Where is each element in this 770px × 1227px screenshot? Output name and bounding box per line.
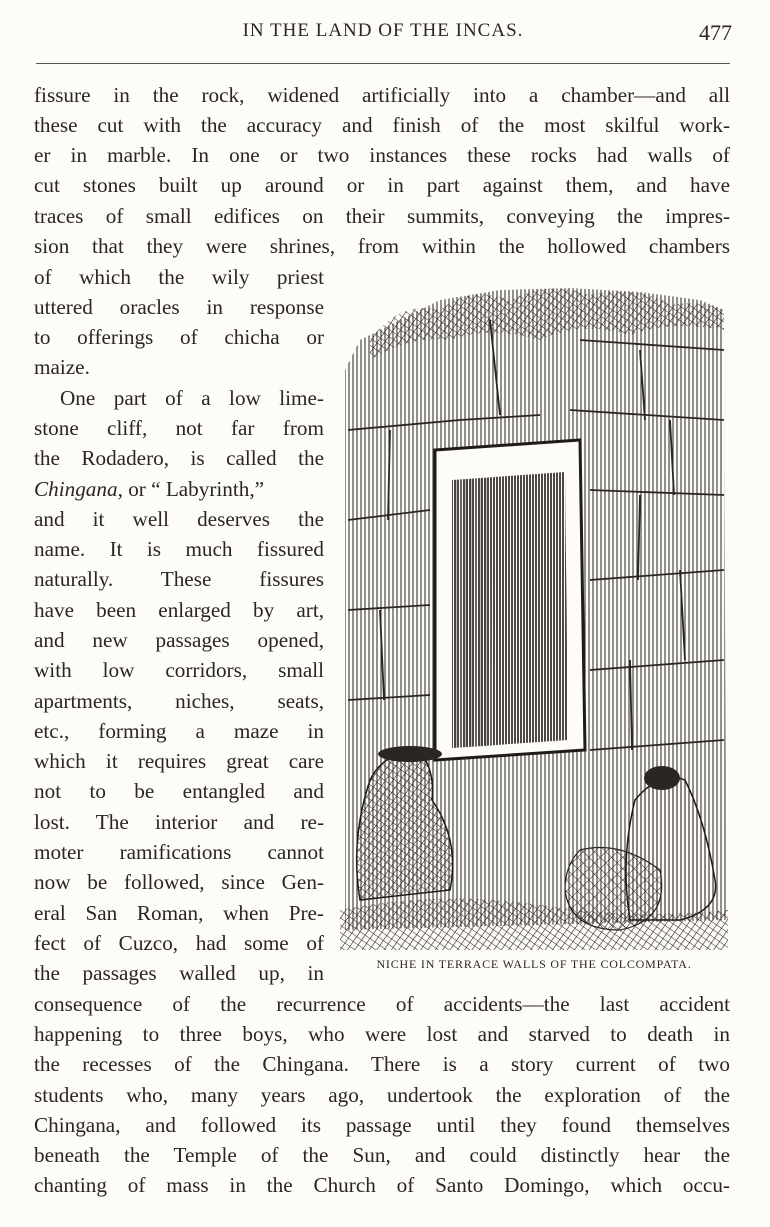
text-line: and it well deserves the — [34, 507, 324, 531]
running-header — [34, 20, 732, 46]
engraving-svg — [340, 280, 728, 950]
text-line: apartments, niches, seats, — [34, 689, 324, 713]
text-line: eral San Roman, when Pre- — [34, 901, 324, 925]
text-line: er in marble. In one or two instances these rocks had walls of — [34, 143, 730, 167]
text-line: etc., forming a maze in — [34, 719, 324, 743]
text-line: stone cliff, not far from — [34, 416, 324, 440]
text-line: fissure in the rock, widened artificially into a chamber—and all — [34, 83, 730, 107]
text-line: traces of small edifices on their summits, conveying the impres- — [34, 204, 730, 228]
text-line: name. It is much fissured — [34, 537, 324, 561]
text-line: beneath the Temple of the Sun, and could distinctly hear the — [34, 1143, 730, 1167]
text-line: maize. — [34, 355, 90, 379]
text-line: consequence of the recurrence of accidents—the last accident — [34, 992, 730, 1016]
text-line: not to be entangled and — [34, 779, 324, 803]
text-line: lost. The interior and re- — [34, 810, 324, 834]
text-line: now be followed, since Gen- — [34, 870, 324, 894]
text-line: One part of a low lime- — [60, 386, 324, 410]
text-line: to offerings of chicha or — [34, 325, 324, 349]
italic-term: Chingana — [34, 477, 118, 501]
text-line: Chingana, and followed its passage until they found themselves — [34, 1113, 730, 1137]
text-line: with low corridors, small — [34, 658, 324, 682]
text-line — [34, 474, 324, 504]
text-line: these cut with the accuracy and finish of the most skilful work- — [34, 113, 730, 137]
header-rule — [36, 63, 730, 64]
text-line: happening to three boys, who were lost and starved to death in — [34, 1022, 730, 1046]
text-line: of which the wily priest — [34, 265, 324, 289]
text-line: chanting of mass in the Church of Santo Domingo, which occu- — [34, 1173, 730, 1197]
text-line: which it requires great care — [34, 749, 324, 773]
text-line: students who, many years ago, undertook the exploration of the — [34, 1083, 730, 1107]
text-line: the passages walled up, in — [34, 961, 324, 985]
text-fragment: , or “ Labyrinth,” — [117, 477, 265, 501]
text-line: fect of Cuzco, had some of — [34, 931, 324, 955]
text-line: and new passages opened, — [34, 628, 324, 652]
text-line: the recesses of the Chingana. There is a story current of two — [34, 1052, 730, 1076]
running-title: IN THE LAND OF THE INCAS. — [242, 20, 524, 41]
text-line: uttered oracles in response — [34, 295, 324, 319]
text-line: sion that they were shrines, from within the hollowed chambers — [34, 234, 730, 258]
page-number: 477 — [699, 20, 732, 45]
text-line: naturally. These fissures — [34, 567, 324, 591]
figure-caption: NICHE IN TERRACE WALLS OF THE COLCOMPATA. — [376, 957, 692, 971]
text-line: moter ramifications cannot — [34, 840, 324, 864]
text-line: have been enlarged by art, — [34, 598, 324, 622]
text-line: cut stones built up around or in part against them, and have — [34, 173, 730, 197]
niche-engraving — [340, 280, 728, 950]
text-line: the Rodadero, is called the — [34, 446, 324, 470]
